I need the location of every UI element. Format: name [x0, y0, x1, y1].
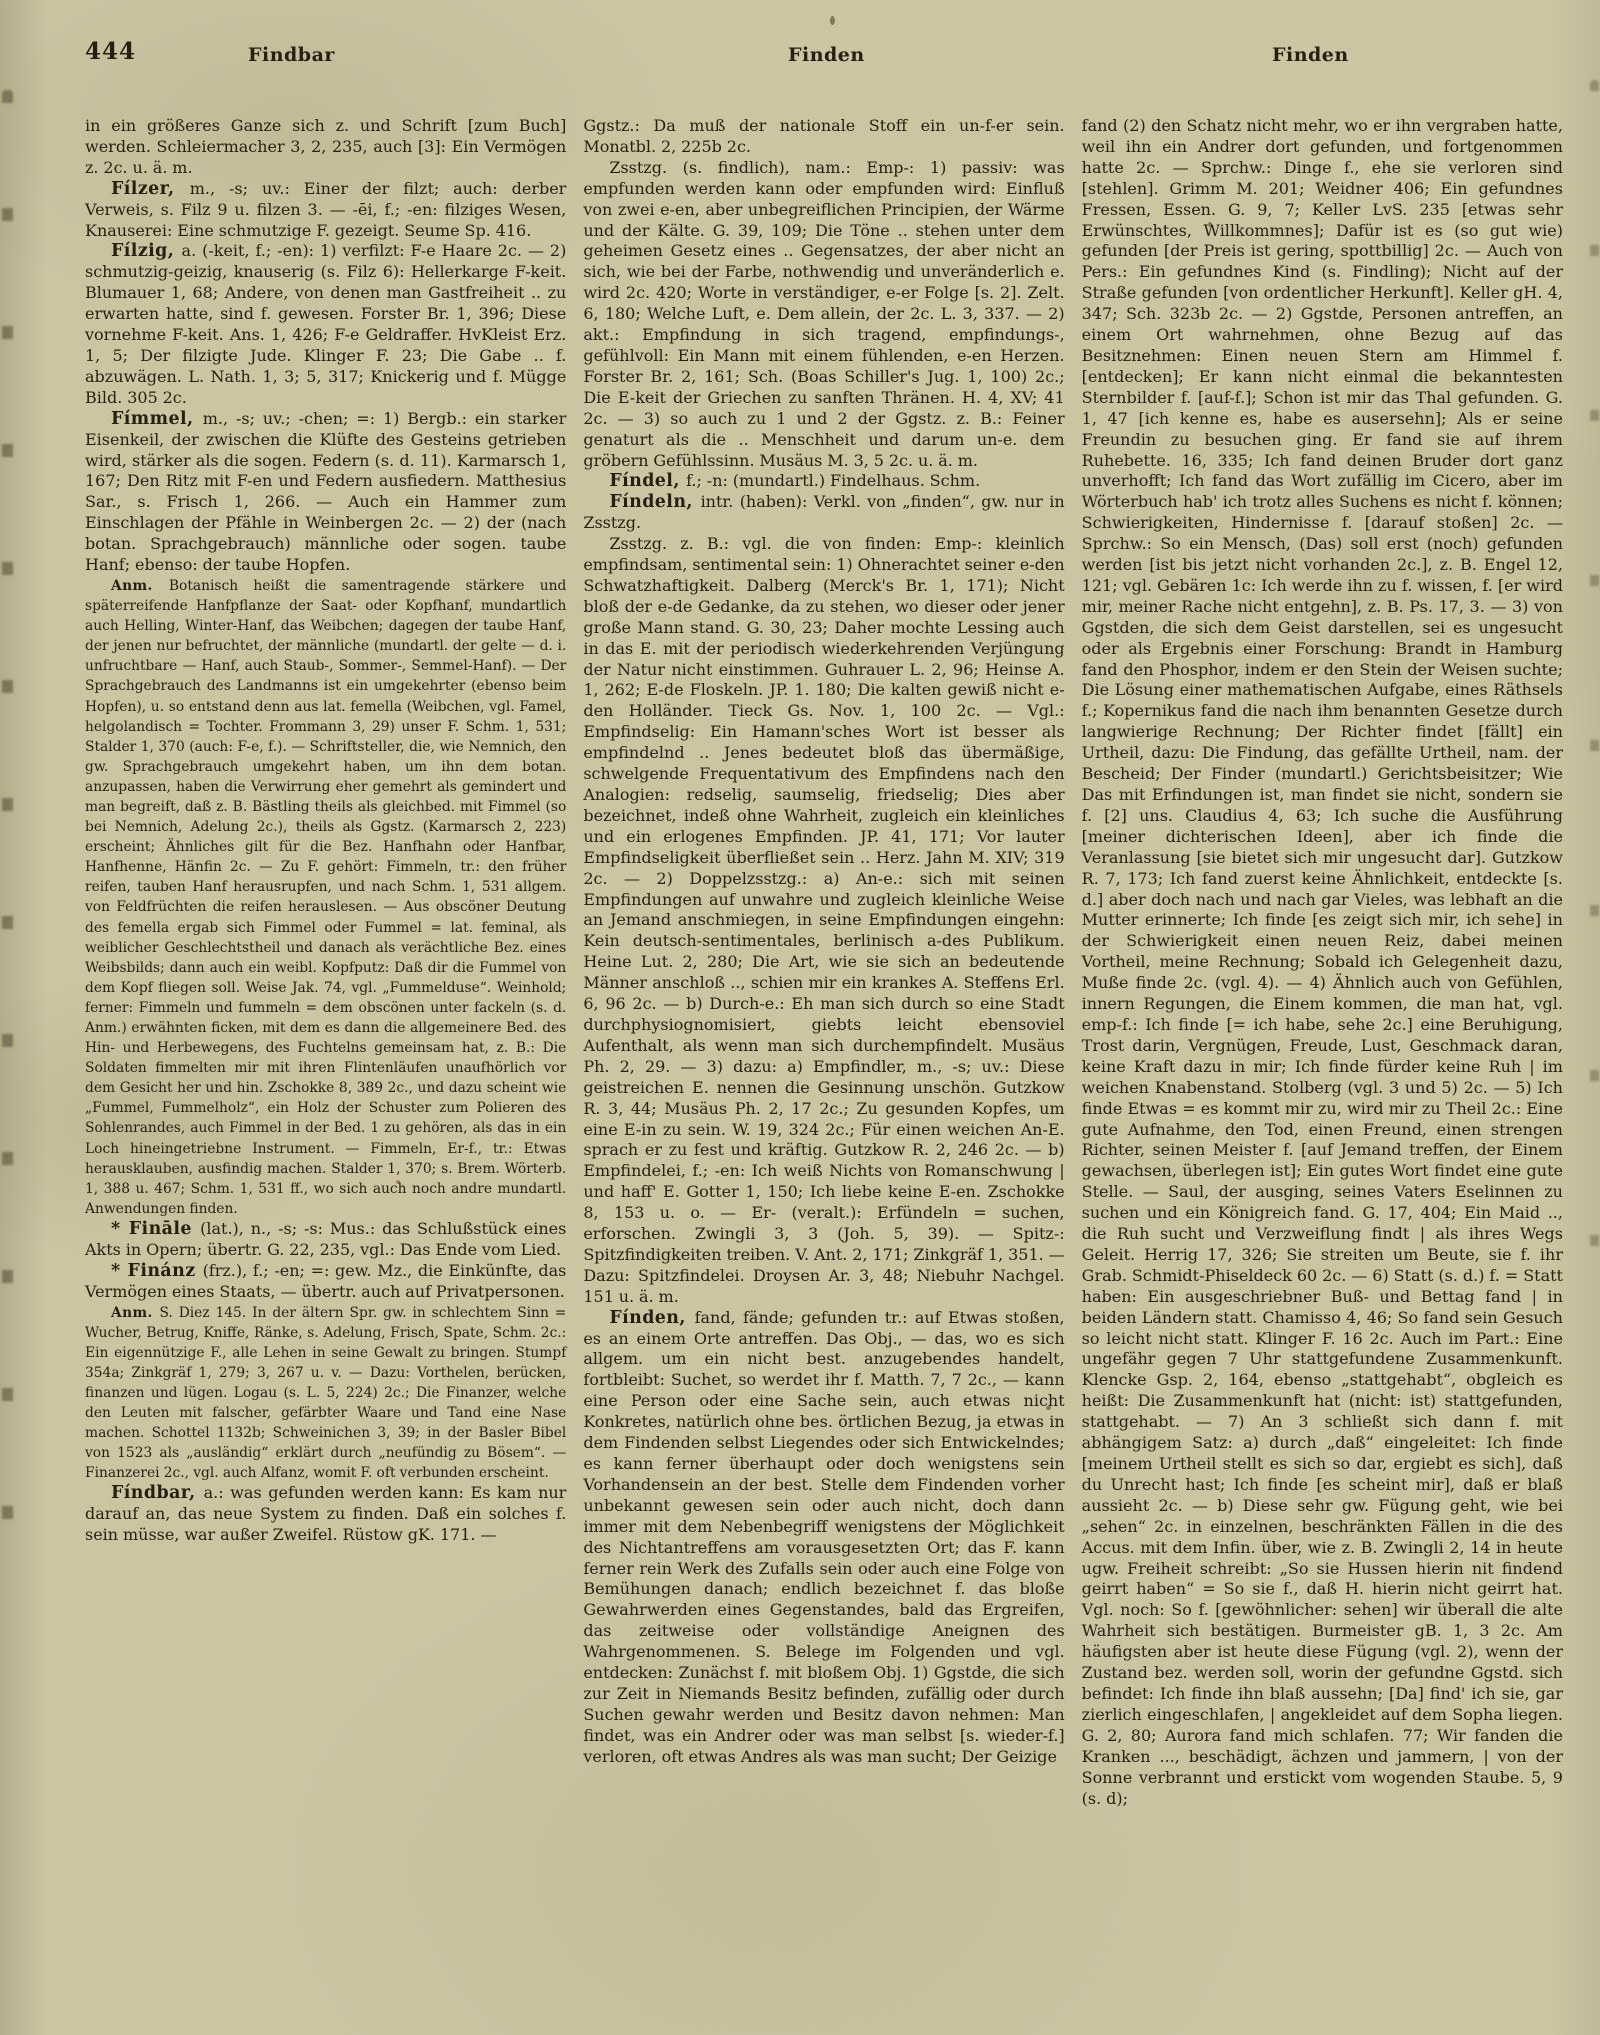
- headword: * Fināle: [111, 1218, 201, 1239]
- entry-paragraph: Fínden, fand, fände; gefunden tr.: auf Etwas stoßen, es an einem Orte antreffen. Das Obj., — das, wo es sich allgem. um ein nicht best. anzugebendes handelt, fortbleibt: Suchet, so werdet ihr f. Matth. 7, 7 2c., — kann eine Person oder eine Sache sein, auch etwas nicht Konkretes, natürlich ohne bes. örtlichen Bezug, ja etwas in dem Findenden selbst Liegendes oder sich Entwickelndes; es kann ferner überhaupt oder doch wenigstens sein Vorhandensein an der best. Stelle dem Findenden vorher unbekannt gewesen sein oder auch nicht, doch dann immer mit dem Nebenbegriff wenigstens der Möglichkeit des Nichtantreffens am vorausgesetzten Ort; das F. kann ferner rein Werk des Zufalls sein oder auch eine Folge von Bemühungen danach; endlich bezeichnet f. das bloße Gewahrwerden eines Gegenstandes, bald das Ergreifen, das zeitweise oder vollständige Aneignen des Wahrgenommenen. S. Belege im Folgenden und vgl. entdecken: Zunächst f. mit bloßem Obj. 1) Ggstde, die sich zur Zeit in Niemands Besitz befinden, zufällig oder durch Suchen gewahr werden und Besitz davon nehmen: Man findet, was ein Andrer oder was man selbst [s. wieder-f.] verloren, oft etwas Andres als was man sucht; Der Geizige: [583, 1307, 1065, 1766]
- guide-word-left: Findbar: [248, 44, 335, 66]
- headword: Fíndeln,: [609, 492, 701, 513]
- headword: * Finánz: [111, 1260, 203, 1281]
- entry-paragraph: Fíndeln, intr. (haben): Verkl. von „finden“, gw. nur in Zsstzg.: [583, 492, 1065, 533]
- guide-word-right: Finden: [1272, 44, 1349, 66]
- column-2: [583, 116, 1064, 1768]
- scan-speck: [830, 16, 835, 25]
- entry-paragraph: Fílzer, m., -s; uv.: Einer der filzt; auch: derber Verweis, s. Filz 9 u. filzen 3. — -ēi, f.; -en: filziges Wesen, Knauserei: Eine schmutzige F. gezeigt. Seume Sp. 416.: [85, 178, 567, 240]
- entry-paragraph: Fíndel, f.; -n: (mundartl.) Findelhaus. Schm.: [609, 471, 981, 492]
- scan-artifact-left: [2, 90, 13, 1570]
- headword: Fíndel,: [609, 471, 687, 492]
- entry-paragraph: Anm. S. Diez 145. In der ältern Spr. gw. in schlechtem Sinn = Wucher, Betrug, Kniffe, Ränke, s. Adelung, Frisch, Spate, Schm. 2c.: Ein eigennützige F., alle Lehen in seine Gewalt zu bringen. Stumpf 354a; Zinkgräf 1, 279; 3, 267 u. v. — Dazu: Vorthelen, berücken, finanzen und lügen. Logau (s. L. 5, 224) 2c.; Die Finanzer, welche den Leuten mit falscher, gefärbter Waare und Tand eine Nase machen. Schottel 1132b; Schweinichen 3, 39; in der Basler Bibel von 1523 als „ausländig“ erklärt durch „neufündig zu Bösem“. — Finanzerei 2c., vgl. auch Alfanz, womit F. oft verbunden erscheint.: [85, 1304, 567, 1482]
- paragraph: Zsstzg. z. B.: vgl. die von finden: Emp-: kleinlich empfindsam, sentimental sein: 1) Ohnerachtet seiner e-den Schwatzhaftigkeit. Dalberg (Merck's Br. 1, 171); Nicht bloß der e-de Gedanke, da zu stehen, wo dieser oder jener große Mann stand. G. 30, 23; Daher mochte Lessing auch in das E. mit der periodisch wiederkehrenden Verjüngung der Natur nicht einstimmen. Guhrauer L. 2, 96; Heinse A. 1, 262; E-de Floskeln. JP. 1. 180; Die kalten gewiß nicht e-den Holländer. Tieck Gs. Nov. 1, 100 2c. — Vgl.: Empfindselig: Ein Hamann'sches Wort ist besser als empfindelnd .. Jenes bedeutet bloß das übermäßige, schwelgende Frequentativum des Empfindens nach den Analogien: redselig, saumselig, friedselig; Dies aber bezeichnet, indeß ohne Wahrheit, zugleich ein kleinliches und ein erlogenes Empfinden. JP. 41, 171; Vor lauter Empfindseligkeit überfließet sein .. Herz. Jahn M. XIV; 319 2c. — 2) Doppelzsstzg.: a) An-e.: sich mit seinen Empfindungen auf unwahre und zugleich kleinliche Weise an Jemand anschmiegen, in seine Empfindungen eingehn: Kein deutsch-sentimentales, berlinisch a-des Publikum. Heine Lut. 2, 280; Die Art, wie sie sich an bedeutende Männer anschloß .., schien mir ein krankes A. Steffens Erl. 6, 96 2c. — b) Durch-e.: Eh man sich durch so eine Stadt durchphysiognomisiert, giebts leicht ebensoviel Aufenthalt, als wenn man sich durchempfindelt. Musäus Ph. 2, 29. — 3) dazu: a) Empfindler, m., -s; uv.: Diese geistreichen E. nennen die Gesinnung unschön. Gutzkow R. 3, 44; Musäus Ph. 2, 17 2c.; Zu gesunden Kopfes, um eine E-in zu sein. W. 19, 324 2c.; Für einen weichen An-E. sprach er zu fest und kräftig. Gutzkow R. 2, 246 2c. — b) Empfindelei, f.; -en: Ich weiß Nichts von Romanschwung | und haff' E. Gotter 1, 150; Ich liebe keine E-en. Zschokke 8, 153 u. o. — Er- (veralt.): Erfündeln = suchen, erforschen. Zwingli 3, 3 (Joh. 5, 39). — Spitz-: Spitzfindigkeiten treiben. V. Ant. 2, 171; Zinkgräf 1, 351. — Dazu: Spitzfindelei. Droysen Ar. 3, 48; Niebuhr Nachgel. 151 u. ä. m.: [583, 534, 1065, 1306]
- headword: Anm.: [111, 577, 169, 594]
- headword: Fímmel,: [111, 408, 203, 429]
- headword: Fílzer,: [111, 178, 190, 199]
- paragraph: Ggstz.: Da muß der nationale Stoff ein un-f-er sein. Monatbl. 2, 225b 2c.: [583, 116, 1065, 156]
- guide-word-center: Finden: [788, 44, 865, 66]
- column-1: [85, 116, 566, 1546]
- scan-artifact-right: [1590, 80, 1599, 1340]
- entry-paragraph: Fíndbar, a.: was gefunden werden kann: Es kam nur darauf an, das neue System zu finden. Daß ein solches f. sein müsse, war außer Zweifel. Rüstow gK. 171. —: [85, 1483, 567, 1545]
- entry-paragraph: Anm. Botanisch heißt die samentragende stärkere und späterreifende Hanfpflanze der Saat- oder Kopfhanf, mundartlich auch Helling, Winter-Hanf, das Weibchen; dagegen der taube Hanf, der jenen nur befruchtet, der männliche (mundartl. der gelte — d. i. unfruchtbare — Hanf, auch Staub-, Sommer-, Semmel-Hanf). — Der Sprachgebrauch des Landmanns ist ein umgekehrter (ebenso beim Hopfen), u. so entstand denn aus lat. femella (Weibchen, vgl. Famel, helgolandisch = Tochter. Frommann 3, 29) unser F. Schm. 1, 531; Stalder 1, 370 (auch: F-e, f.). — Schriftsteller, die, wie Nemnich, den gw. Sprachgebrauch umgekehrt haben, um ihn dem botan. anzupassen, haben die Verwirrung eher gemehrt als gemindert und man begreift, daß z. B. Bästling theils als gleichbed. mit Fimmel (so bei Nemnich, Adelung 2c.), theils als Ggstz. (Karmarsch 2, 223) erscheint; Ähnliches gilt für die Bez. Hanfhahn oder Hanfbar, Hanfhenne, Hänfin 2c. — Zu F. gehört: Fimmeln, tr.: den früher reifen, tauben Hanf herausrupfen, und nach Schm. 1, 531 allgem. von Feldfrüchten die reifen herauslesen. — Aus obscöner Deutung des femella ergab sich Fimmel oder Fummel = lat. feminal, als weiblicher Geschlechtstheil und danach als verächtliche Bez. eines Weibsbilds; dann auch ein weibl. Kopfputz: Daß dir die Fummel von dem Kopf fliegen soll. Weise Jak. 74, vgl. „Fummelduse“. Weinhold; ferner: Fimmeln und fummeln = dem obscönen unter fackeln (s. d. Anm.) erwähnten ficken, mit dem es dann die allgemeinere Bed. des Hin- und Herbewegens, des Fuchtelns gemeinsam hat, z. B.: Die Soldaten fimmelten mir mit ihren Flintenläufen unaufhörlich vor dem Gesicht her und hin. Zschokke 8, 389 2c., und dazu scheint wie „Fummel, Fummelholz“, ein Holz der Schuster zum Polieren des Sohlenrandes, auch Fimmel in der Bed. 1 zu gehören, als das in ein Loch hineingetriebne Instrument. — Fimmeln, Er-f., tr.: Etwas herausklauben, ausfindig machen. Stalder 1, 370; s. Brem. Wörterb. 1, 388 u. 467; Schm. 1, 531 ff., wo sich auch noch andre mundartl. Anwendungen finden.: [85, 577, 567, 1217]
- page-number: 444: [85, 38, 137, 65]
- entry-paragraph: * Finánz (frz.), f.; -en; =: gew. Mz., die Einkünfte, das Vermögen eines Staats, — übertr. auch auf Privatpersonen.: [85, 1260, 567, 1301]
- headword: Fínden,: [609, 1307, 695, 1328]
- text-body: [85, 116, 1563, 1809]
- entry-paragraph: Fímmel, m., -s; uv.; -chen; =: 1) Bergb.: ein starker Eisenkeil, der zwischen die Klüfte des Gesteins getrieben wird, stärker als die sogen. Federn (s. d. 11). Karmarsch 1, 167; Den Ritz mit F-en und Federn ausfiedern. Matthesius Sar., s. Frisch 1, 266. — Auch ein Hammer zum Einschlagen der Pfähle in Weinbergen 2c. — 2) der (nach botan. Sprachgebrauch) männliche oder sogen. taube Hanf; ebenso: der taube Hopfen.: [85, 408, 567, 575]
- paragraph: Zsstzg. (s. findlich), nam.: Emp-: 1) passiv: was empfunden werden kann oder empfunden wird: Einfluß von zwei e-en, aber unbegreiflichen Principien, der Wärme und der Kälte. G. 39, 109; Die Töne .. stehen unter dem geheimen Gesetz eines .. Gegensatzes, der aber nicht an sich, wie bei der Farbe, nothwendig und unveränderlich e. wird 2c. 420; Worte in verständiger, e-er Folge [s. 2]. Zelt. 6, 180; Welche Luft, e. Dem allein, der 2c. L. 3, 337. — 2) akt.: Empfindung in sich tragend, empfindungs-, gefühlvoll: Ein Mann mit einem fühlenden, e-en Herzen. Forster Br. 2, 161; Sch. (Boas Schiller's Jug. 1, 100) 2c.; Die E-keit der Griechen zu sanften Thränen. H. 4, XV; 41 2c. — 3) so auch zu 1 und 2 der Ggstz. z. B.: Feiner genaturt als die .. Menschheit und darum un-e. dem gröbern Gefühlssinn. Musäus M. 3, 5 2c. u. ä. m.: [583, 157, 1065, 470]
- headword: Fílzig,: [111, 241, 182, 262]
- paragraph: fand (2) den Schatz nicht mehr, wo er ihn vergraben hatte, weil ihn ein Andrer dort gefunden, und fortgenommen hatte 2c. — Sprchw.: Dinge f., ehe sie verloren sind [stehlen]. Grimm M. 201; Weidner 406; Ein gefundnes Fressen, Essen. G. 9, 7; Keller LvS. 235 [etwas sehr Erwünschtes, Willkommnes]; Dafür ist es (so gut wie) gefunden [der Preis ist gering, spottbillig] 2c. — Auch von Pers.: Ein gefundnes Kind (s. Findling); Nicht auf der Straße gefunden [von ordentlicher Herkunft]. Keller gH. 4, 347; Sch. 323b 2c. — 2) Ggstde, Personen antreffen, an einem Ort wahrnehmen, ohne Bezug auf das Besitznehmen: Einen neuen Stern am Himmel f. [entdecken]; Er kann nicht einmal die bekanntesten Sternbilder f. [auf-f.]; Schon ist mir das Thal gefunden. G. 1, 47 [ich kenne es, habe es ausersehn]; Als er seine Freundin zu besuchen ging. Er fand sie auf ihrem Ruhebette. 16, 335; Ich fand deinen Bruder dort ganz unverhofft; Ich fand das Wort zufällig im Cicero, aber im Wörterbuch hab' ich trotz alles Suchens es nicht f. können; Schwierigkeiten, Hindernisse f. [darauf stoßen] 2c. — Sprchw.: So ein Mensch, (Das) soll erst (noch) gefunden werden [ist bis jetzt nicht vorhanden 2c.], z. B. Engel 12, 121; vgl. Gebären 1c: Ich werde ihn zu f. wissen, f. [er wird mir, meiner Rache nicht entgehn], z. B. Ps. 17, 3. — 3) von Ggstden, die sich dem Geist darstellen, sei es ungesucht oder als Ergebnis einer Forschung: Brandt in Hamburg fand den Phosphor, indem er den Stein der Weisen suchte; Die Lösung einer mathematischen Aufgabe, eines Räthsels f.; Kopernikus fand die nach ihm benannten Gesetze durch langwierige Rechnung; Der Richter findet [fällt] ein Urtheil, dazu: Die Findung, das gefällte Urtheil, nam. der Bescheid; Der Finder (mundartl.) Gerichtsbeisitzer; Wie Das mit Erfindungen ist, man findet sie nicht, sondern sie f. [2] uns. Claudius 4, 63; Ich suche die Ausführung [meiner dichterischen Ideen], aber ich finde die Veranlassung [sie bietet sich mir ungesucht dar]. Gutzkow R. 7, 173; Ich fand zuerst keine Ähnlichkeit, entdeckte [s. d.] aber doch nach und nach gar Vieles, was lebhaft an die Mutter erinnerte; Ich finde [es zeigt sich mir, ich sehe] in der Schwierigkeit einen neuen Reiz, dabei meinen Vortheil, meine Rechnung; Sobald ich Gelegenheit dazu, Muße finde 2c. (vgl. 4). — 4) Ähnlich auch von Gefühlen, innern Regungen, die Einem kommen, die man hat, vgl. emp-f.: Ich finde [= ich habe, sehe 2c.] eine Beruhigung, Trost darin, Vergnügen, Freude, Lust, Geschmack daran, keine Kraft dazu in mir; Ich finde fürder keine Ruh | im weichen Knabenstand. Stolberg (vgl. 3 und 5) 2c. — 5) Ich finde Etwas = es kommt mir zu, wird mir zu Theil 2c.: Eine gute Aufnahme, den Tod, einen Freund, einen strengen Richter, seinen Meister f. [auf Jemand treffen, der Einem gewachsen, überlegen ist]; Ein gutes Wort findet eine gute Stelle. — Saul, der ausging, seines Vaters Eselinnen zu suchen und ein Königreich fand. G. 17, 404; Ein Maid .., die Ruh sucht und Verzweiflung findt | als ihres Wegs Geleit. Herrig 17, 326; Sie streiten um Beute, sie f. ihr Grab. Schmidt-Phiseldeck 60 2c. — 6) Statt (s. d.) f. = Statt haben: Ein ausgeschriebner Buß- und Bettag fand | in beiden Ländern statt. Chamisso 4, 46; So fand sein Gesuch so leicht nicht statt. Klinger F. 16 2c. Auch im Part.: Eine ungefähr gegen 7 Uhr stattgefundene Zusammenkunft. Klencke Gsp. 2, 164, ebenso „stattgehabt“, obgleich es heißt: Die Zusammenkunft hat (nicht: ist) stattgefunden, stattgehabt. — 7) An 3 schließt sich dann f. mit abhängigem Satz: a) durch „daß“ eingeleitet: Ich finde [meinem Urtheil stellt es sich so dar, ergiebt es sich], daß du Unrecht hast; Ich finde [es scheint mir], daß er blaß aussieht 2c. — b) Diese sehr gw. Fügung geht, wie bei „sehen“ 2c. in einzelnen, beschränkten Fällen in die des Accus. mit dem Infin. über, wie z. B. Zwingli 2, 14 in heute ugw. Freiheit schreibt: „So sie Hussen hierin nit findend geirrt haben“ = So sie f., daß H. hierin nicht geirrt hat. Vgl. noch: So f. [gewöhnlicher: sehen] wir überall die alte Wahrheit sich bestätigen. Burmeister gB. 1, 3 2c. Am häufigsten aber ist heute diese Fügung (vgl. 2), wenn der Zustand bez. werden soll, worin der gefundne Ggstd. sich befindet: Ich finde ihn blaß aussehn; [Da] find' ich sie, gar zierlich eingeschlafen, | angekleidet auf dem Sopha liegen. G. 2, 80; Aurora fand mich schlafen. 77; Wir fanden die Kranken ..., beschädigt, ächzen und jammern, | von der Sonne verbrannt und erstickt vom wogenden Staube. 5, 9 (s. d);: [1081, 116, 1563, 1808]
- headword: Anm.: [111, 1304, 160, 1321]
- column-3: [1082, 116, 1563, 1809]
- entry-paragraph: * Fināle (lat.), n., -s; -s: Mus.: das Schlußstück eines Akts in Opern; übertr. G. 22, 235, vgl.: Das Ende vom Lied.: [85, 1218, 567, 1259]
- entry-paragraph: Fílzig, a. (-keit, f.; -en): 1) verfilzt: F-e Haare 2c. — 2) schmutzig-geizig, knauserig (s. Filz 6): Hellerkarge F-keit. Blumauer 1, 68; Andere, von denen man Gastfreiheit .. zu erwarten hatte, sind f. gewesen. Forster Br. 1, 396; Diese vornehme F-keit. Ans. 1, 426; F-e Geldraffer. HvKleist Erz. 1, 5; Der filzigte Jude. Klinger F. 23; Die Gabe .. f. abzuwägen. L. Nath. 1, 3; 5, 317; Knickerig und f. Mügge Bild. 305 2c.: [85, 241, 567, 407]
- paragraph: in ein größeres Ganze sich z. und Schrift [zum Buch] werden. Schleiermacher 3, 2, 235, auch [3]: Ein Vermögen z. 2c. u. ä. m.: [85, 116, 567, 177]
- headword: Fíndbar,: [111, 1483, 204, 1504]
